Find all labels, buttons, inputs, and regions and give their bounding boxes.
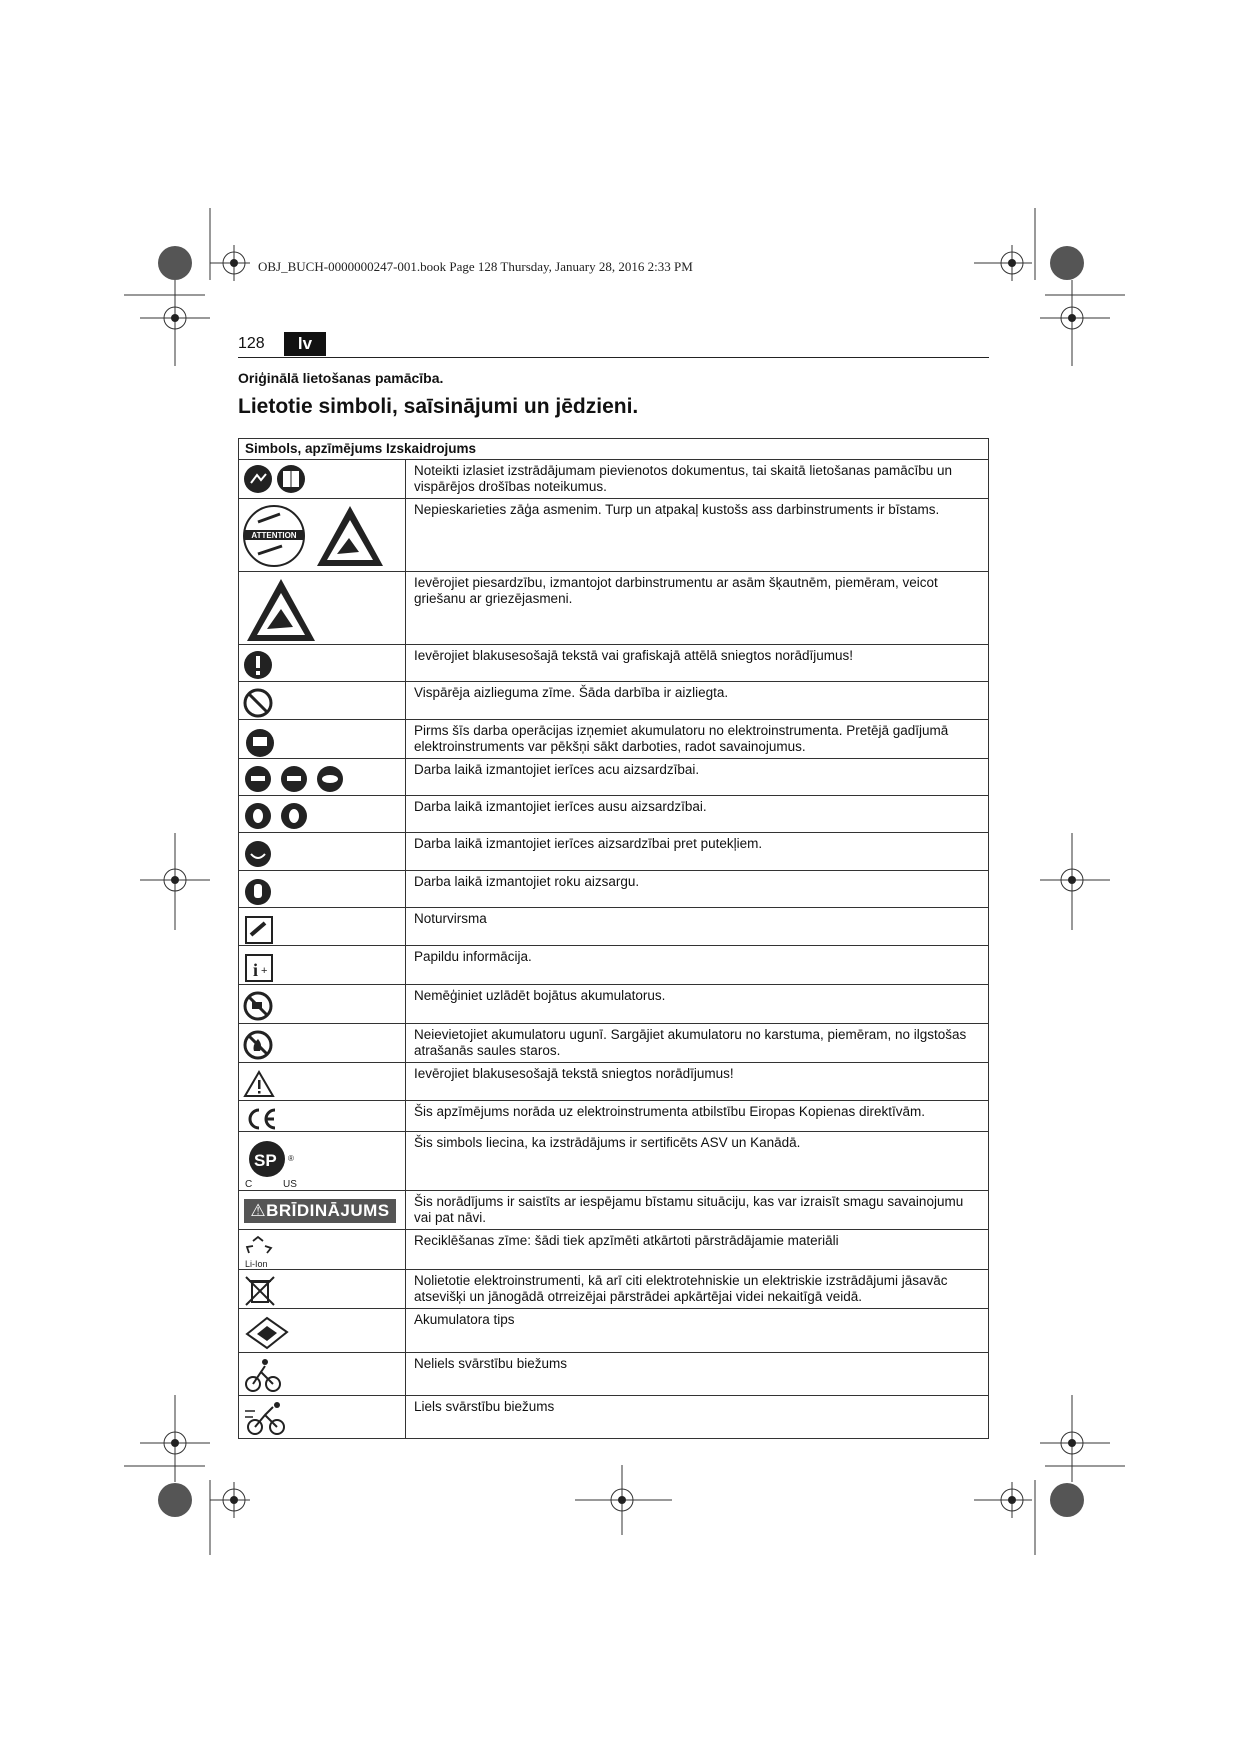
read-manual-icon: [243, 463, 403, 497]
low-vibration-icon: [243, 1356, 403, 1394]
book-info-line: OBJ_BUCH-0000000247-001.book Page 128 Thursday, January 28, 2016 2:33 PM: [258, 259, 693, 274]
svg-text:US: US: [283, 1179, 297, 1190]
dust-mask-icon: [243, 836, 403, 870]
table-row: [239, 1353, 988, 1396]
row-description: Neievietojiet akumulatoru ugunī. Sargājiet akumulatoru no karstuma, piemēram, no ilgstošas atrašanās saules staros.: [414, 1027, 967, 1058]
table-row: [239, 1191, 988, 1230]
no-fire-battery-icon: [243, 1027, 403, 1061]
table-row: [239, 460, 988, 499]
table-row: [239, 682, 988, 720]
table-row: [239, 1396, 988, 1438]
info-icon: [243, 949, 403, 983]
table-row: [239, 1132, 988, 1191]
table-row: [239, 833, 988, 871]
table-header: Simbols, apzīmējums Izskaidrojums: [239, 439, 988, 460]
row-description: Šis norādījums ir saistīts ar iespējamu bīstamu situāciju, kas var izraisīt smagu savainojumu vai pat nāvi.: [414, 1194, 964, 1225]
row-description: Nepieskarieties zāģa asmenim. Turp un atpakaļ kustošs ass darbinstruments ir bīstams.: [414, 502, 940, 517]
table-row: [239, 985, 988, 1024]
svg-text:C: C: [245, 1179, 253, 1190]
row-description: Šis simbols liecina, ka izstrādājums ir sertificēts ASV un Kanādā.: [414, 1135, 801, 1150]
symbols-table: [238, 438, 989, 1439]
svg-text:SP: SP: [254, 1151, 277, 1170]
eye-protection-icons: [243, 762, 403, 794]
row-description: Darba laikā izmantojiet ierīces aizsardzībai pret putekļiem.: [414, 836, 763, 851]
remove-battery-icon: [243, 723, 403, 757]
no-charge-damaged-battery-icon: [243, 988, 403, 1022]
row-description: Neliels svārstību biežums: [414, 1356, 568, 1371]
csa-mark-icon: [243, 1135, 403, 1191]
row-description: Nemēģiniet uzlādēt bojātus akumulatorus.: [414, 988, 666, 1003]
table-row: [239, 946, 988, 985]
table-row: [239, 720, 988, 759]
page-title: Lietotie simboli, saīsinājumi un jēdzieni.: [238, 395, 639, 418]
grip-surface-icon: [243, 911, 403, 945]
high-vibration-icon: [243, 1399, 403, 1437]
table-row: [239, 1024, 988, 1063]
row-description: Ievērojiet blakusesošajā tekstā sniegtos norādījumus!: [414, 1066, 734, 1081]
row-description: Šis apzīmējums norāda uz elektroinstrumenta atbilstību Eiropas Kopienas direktīvām.: [414, 1104, 925, 1119]
table-row: [239, 759, 988, 796]
document-subtitle: Oriģinālā lietošanas pamācība.: [238, 370, 444, 386]
row-description: Darba laikā izmantojiet ierīces ausu aizsardzībai.: [414, 799, 707, 814]
row-description: Pirms šīs darba operācijas izņemiet akumulatoru no elektroinstrumenta. Pretējā gadījumā elektroinstruments var pēkšņi sākt darboties, radot savainojumus.: [414, 723, 949, 754]
recycling-icon: [243, 1233, 403, 1269]
row-description: Darba laikā izmantojiet ierīces acu aizsardzībai.: [414, 762, 700, 777]
svg-text:®: ®: [288, 1154, 294, 1163]
header-rule: [238, 357, 989, 358]
table-row: [239, 1063, 988, 1101]
ear-protection-icons: [243, 799, 403, 831]
table-row: [239, 499, 988, 572]
sharp-edge-warning-icon: [243, 575, 403, 643]
table-row: [239, 1101, 988, 1132]
row-description: Ievērojiet blakusesošajā tekstā vai grafiskajā attēlā sniegtos norādījumus!: [414, 648, 853, 663]
table-row: [239, 796, 988, 833]
warning-triangle-icon: [243, 1066, 403, 1100]
table-row: [239, 1270, 988, 1309]
row-description: Darba laikā izmantojiet roku aizsargu.: [414, 874, 640, 889]
hand-protection-icon: [243, 874, 403, 906]
table-row: [239, 1230, 988, 1270]
svg-text:i: i: [253, 960, 259, 980]
prohibition-icon: [243, 685, 403, 719]
table-row: [239, 871, 988, 908]
svg-text:+: +: [261, 965, 268, 977]
saw-blade-attention-icon: [243, 502, 403, 570]
table-row: [239, 572, 988, 645]
row-description: Ievērojiet piesardzību, izmantojot darbinstrumentu ar asām šķautnēm, piemēram, veicot griešanu ar griezējasmeni.: [414, 575, 938, 606]
warning-label-icon: ⚠BRĪDINĀJUMS: [244, 1199, 396, 1223]
table-row: [239, 645, 988, 682]
battery-type-icon: [243, 1312, 403, 1352]
li-ion-label: Li-Ion: [245, 1259, 268, 1269]
row-description: Liels svārstību biežums: [414, 1399, 555, 1414]
row-description: Reciklēšanas zīme: šādi tiek apzīmēti atkārtoti pārstrādājamie materiāli: [414, 1233, 839, 1248]
exclamation-icon: [243, 648, 403, 680]
table-row: [239, 908, 988, 946]
row-description: Noteikti izlasiet izstrādājumam pievienotos dokumentus, tai skaitā lietošanas pamācību un vispārējos drošības noteikumus.: [414, 463, 953, 494]
row-description: Noturvirsma: [414, 911, 487, 926]
table-row: [239, 1309, 988, 1353]
row-description: Papildu informācija.: [414, 949, 532, 964]
page-number: 128: [238, 335, 265, 352]
ce-mark-icon: [243, 1104, 403, 1132]
row-description: Vispārēja aizlieguma zīme. Šāda darbība ir aizliegta.: [414, 685, 729, 700]
svg-text:ATTENTION: ATTENTION: [251, 531, 297, 540]
crossed-bin-icon: [243, 1273, 403, 1307]
row-description: Nolietotie elektroinstrumenti, kā arī citi elektrotehniskie un elektriskie izstrādājumi jāsavāc atsevišķi un jānogādā otrreizējai pārstrādei apkārtējai videi nekaitīgā veidā.: [414, 1273, 948, 1304]
language-badge: lv: [284, 332, 326, 356]
row-description: Akumulatora tips: [414, 1312, 515, 1327]
